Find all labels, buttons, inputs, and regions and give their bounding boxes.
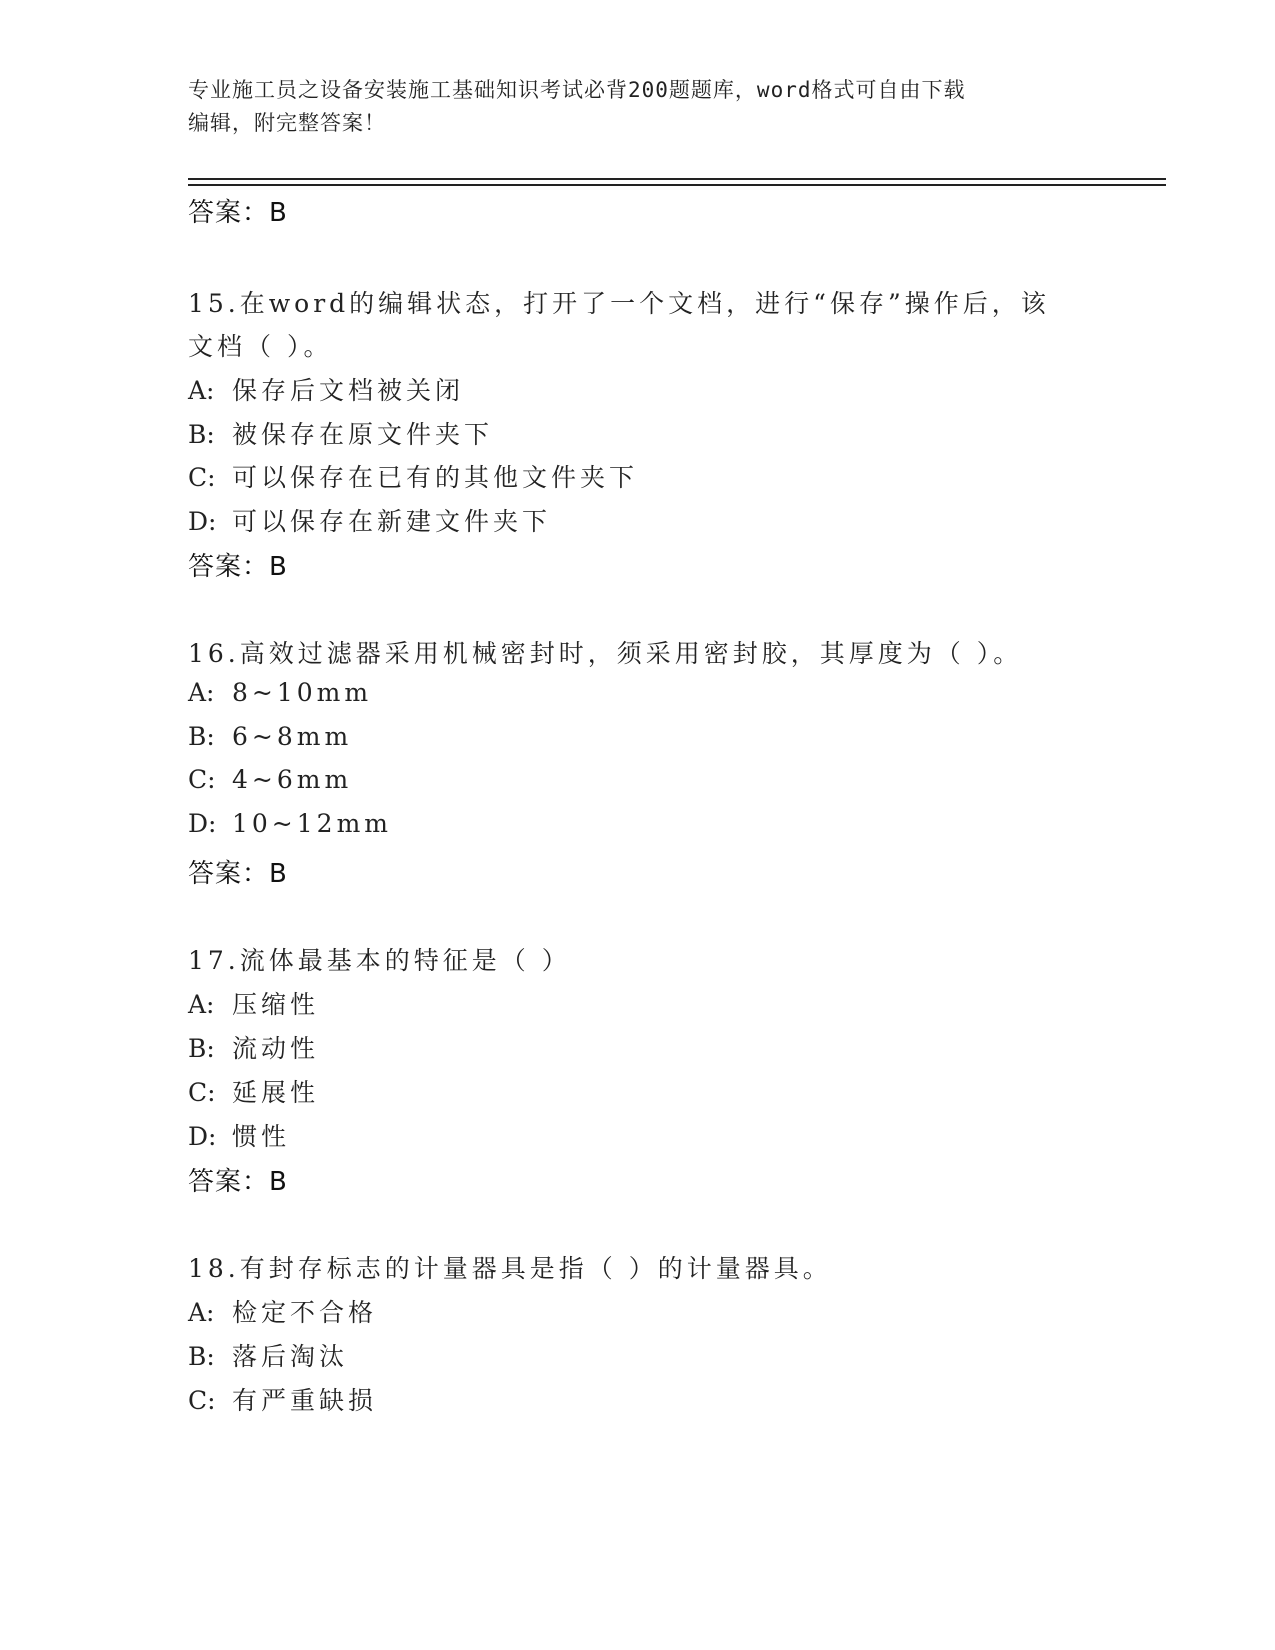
- option-text: 惯性: [232, 1122, 291, 1151]
- option-text: 压缩性: [232, 990, 320, 1019]
- option-text: 保存后文档被关闭: [232, 376, 465, 405]
- option-text: 10~12mm: [232, 809, 392, 838]
- option-text: 落后淘汰: [232, 1342, 349, 1371]
- header-line-1: 专业施工员之设备安装施工基础知识考试必背200题题库，word格式可自由下载: [188, 78, 966, 102]
- answer-line: 答案：B: [188, 198, 288, 228]
- option-label: B:: [188, 1034, 215, 1063]
- question-15-option-b: [188, 415, 493, 451]
- option-label: A:: [188, 376, 215, 405]
- question-15-stem-line-1: 15.在word的编辑状态，打开了一个文档，进行“保存”操作后，该: [188, 289, 1050, 318]
- question-15-answer: 答案：B: [188, 552, 288, 582]
- option-label: B:: [188, 1342, 215, 1371]
- option-label: D:: [188, 507, 217, 536]
- question-16-stem: 16.高效过滤器采用机械密封时，须采用密封胶，其厚度为（ ）。: [188, 639, 1023, 668]
- option-label: A:: [188, 1298, 215, 1327]
- option-label: D:: [188, 1122, 217, 1151]
- option-label: C:: [188, 765, 216, 794]
- question-15-option-d: [188, 502, 551, 538]
- header-rule-bottom: [188, 184, 1166, 186]
- option-text: 被保存在原文件夹下: [232, 420, 494, 449]
- question-16-option-a: [188, 678, 372, 707]
- option-text: 检定不合格: [232, 1298, 378, 1327]
- question-16-option-c: [188, 765, 352, 794]
- option-label: C:: [188, 1386, 216, 1415]
- question-18-stem: 18.有封存标志的计量器具是指（ ）的计量器具。: [188, 1254, 832, 1283]
- question-17-option-c: [188, 1073, 319, 1109]
- option-label: A:: [188, 990, 215, 1019]
- question-18-option-b: [188, 1337, 348, 1373]
- option-label: B:: [188, 722, 215, 751]
- question-18-option-c: [188, 1381, 377, 1417]
- question-17-option-d: [188, 1117, 290, 1153]
- option-text: 8~10mm: [232, 678, 373, 707]
- option-label: B:: [188, 420, 215, 449]
- question-18-option-a: [188, 1293, 377, 1329]
- option-text: 可以保存在已有的其他文件夹下: [232, 463, 639, 492]
- option-text: 有严重缺损: [232, 1386, 378, 1415]
- question-16-answer: 答案：B: [188, 859, 288, 889]
- document-header: [188, 74, 1068, 140]
- header-rule-top: [188, 178, 1166, 180]
- question-15-stem-line-2: 文档（ ）。: [188, 332, 333, 361]
- question-15-option-a: [188, 371, 464, 407]
- option-label: C:: [188, 463, 216, 492]
- question-17-option-b: [188, 1029, 319, 1065]
- question-17-answer: 答案：B: [188, 1167, 288, 1197]
- option-label: A:: [188, 678, 215, 707]
- question-17-stem: 17.流体最基本的特征是（ ）: [188, 946, 571, 975]
- question-15-option-c: [188, 458, 638, 494]
- question-16-option-d: [188, 809, 392, 838]
- option-label: D:: [188, 809, 217, 838]
- question-16-option-b: [188, 722, 352, 751]
- option-text: 延展性: [232, 1078, 320, 1107]
- option-text: 6~8mm: [232, 722, 353, 751]
- option-text: 可以保存在新建文件夹下: [232, 507, 552, 536]
- question-17-option-a: [188, 985, 319, 1021]
- header-line-2: 编辑，附完整答案！: [188, 111, 386, 135]
- option-label: C:: [188, 1078, 216, 1107]
- option-text: 4~6mm: [232, 765, 353, 794]
- option-text: 流动性: [232, 1034, 320, 1063]
